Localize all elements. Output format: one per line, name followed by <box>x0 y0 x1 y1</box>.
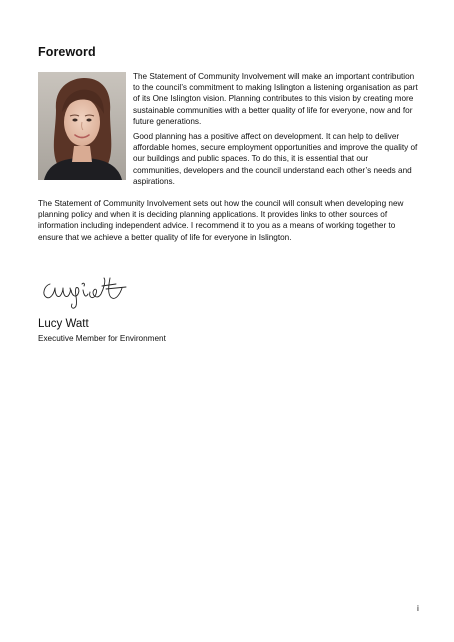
signer-role: Executive Member for Environment <box>38 334 166 343</box>
signer-name: Lucy Watt <box>38 318 89 330</box>
portrait-photo <box>38 72 126 180</box>
foreword-paragraph-1: The Statement of Community Involvement will make an important contribution to the council’s commitment to making Islington a listening organisation as part of its One Islington vision. Planning contributes to this vision by creating more sustainable communities with a better quality of life for everyone, now and for future generations. <box>133 72 418 126</box>
foreword-paragraph-2: Good planning has a positive affect on development. It can help to deliver affordable homes, secure employment opportunities and improve the quality of our buildings and public spaces. To do this, it is essential that our communities, developers and the council understand each other’s needs and aspirations. <box>133 132 418 186</box>
page-title: Foreword <box>38 45 96 59</box>
foreword-paragraph-3: The Statement of Community Involvement sets out how the council will consult when developing new planning policy and when it is deciding planning applications. It provides links to other sources of information including independent advice. I recommend it to you as a means of working together to ensure that we achieve a better quality of life for everyone in Islington. <box>38 199 404 242</box>
page-number: i <box>417 603 419 613</box>
handwritten-signature <box>38 270 138 310</box>
